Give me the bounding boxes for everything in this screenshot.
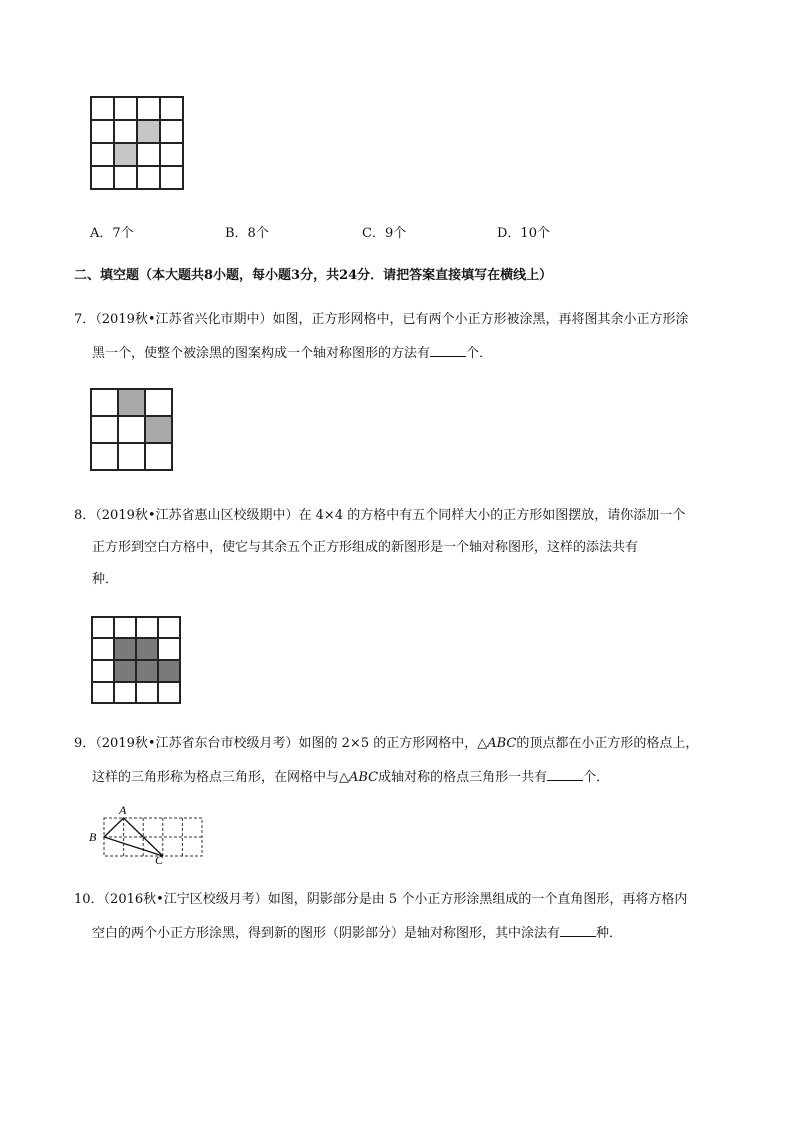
triangle-abc	[104, 818, 163, 856]
q7-line2	[92, 344, 492, 362]
option-d: D．10个	[497, 226, 550, 241]
shaded-cell	[114, 660, 136, 682]
q10-text: 空白的两个小正方形涂黑，得到新的图形（阴影部分）是轴对称图形，其中涂法有	[92, 926, 561, 941]
q8-line1: 8．（2019秋•江苏省惠山区校级期中）在 4×4 的方格中有五个同样大小的正方形如图摆放，请你添加一个	[74, 508, 686, 523]
shaded-cell	[137, 120, 160, 143]
q9-line1	[74, 736, 698, 752]
q7-grid-figure	[90, 388, 173, 471]
triangle-name: ABC	[349, 770, 379, 785]
q9-text-cont: 的顶点都在小正方形的格点上，	[516, 736, 699, 751]
answer-blank[interactable]	[430, 344, 466, 357]
option-b: B．8个	[225, 226, 269, 241]
q9-text2-mid: 成轴对称的格点三角形一共有	[378, 770, 548, 785]
q9-text2-end: 个．	[583, 770, 610, 785]
q6-grid-figure	[90, 96, 184, 190]
shaded-cell	[114, 638, 136, 660]
q10-line1: 10．（2016秋•江宁区校级月考）如图，阴影部分是由 5 个小正方形涂黑组成的一个直角图形，再将方格内	[74, 892, 688, 907]
shaded-cell	[118, 389, 145, 416]
q8-line2: 正方形到空白方格中，使它与其余五个正方形组成的新图形是一个轴对称图形，这样的添法共有	[92, 540, 639, 555]
q7-text: 黑一个，使整个被涂黑的图案构成一个轴对称图形的方法有	[92, 346, 431, 361]
answer-blank[interactable]	[560, 924, 596, 937]
shaded-cell	[136, 638, 158, 660]
q10-text-end: 种．	[596, 926, 623, 941]
q7-text-end: 个．	[466, 346, 493, 361]
shaded-cell	[114, 143, 137, 166]
shaded-cell	[145, 416, 172, 443]
q10-line2	[92, 924, 622, 942]
q7-line1: 7．（2019秋•江苏省兴化市期中）如图，正方形网格中，已有两个小正方形被涂黑，再将图其余小正方形涂	[74, 312, 689, 327]
q9-text: 9．（2019秋•江苏省东台市校级月考）如图的 2×5 的正方形网格中，△	[74, 736, 488, 751]
q8-grid-figure	[91, 616, 181, 704]
q8-line3: 种．	[92, 572, 119, 587]
shaded-cell	[136, 660, 158, 682]
shaded-cell	[158, 660, 180, 682]
q9-text2: 这样的三角形称为格点三角形，在网格中与△	[92, 770, 349, 785]
vertex-label-c: C	[155, 853, 164, 864]
option-a: A．7个	[90, 226, 134, 241]
section-heading: 二、填空题（本大题共8小题，每小题3分，共24分．请把答案直接填写在横线上）	[74, 268, 553, 283]
vertex-label-b: B	[89, 830, 97, 844]
triangle-name: ABC	[487, 736, 517, 751]
vertex-label-a: A	[119, 803, 127, 817]
q9-line2	[92, 768, 609, 786]
answer-blank[interactable]	[547, 768, 583, 781]
option-c: C．9个	[362, 226, 407, 241]
dashed-grid	[104, 818, 202, 856]
q9-triangle-figure	[86, 802, 210, 864]
